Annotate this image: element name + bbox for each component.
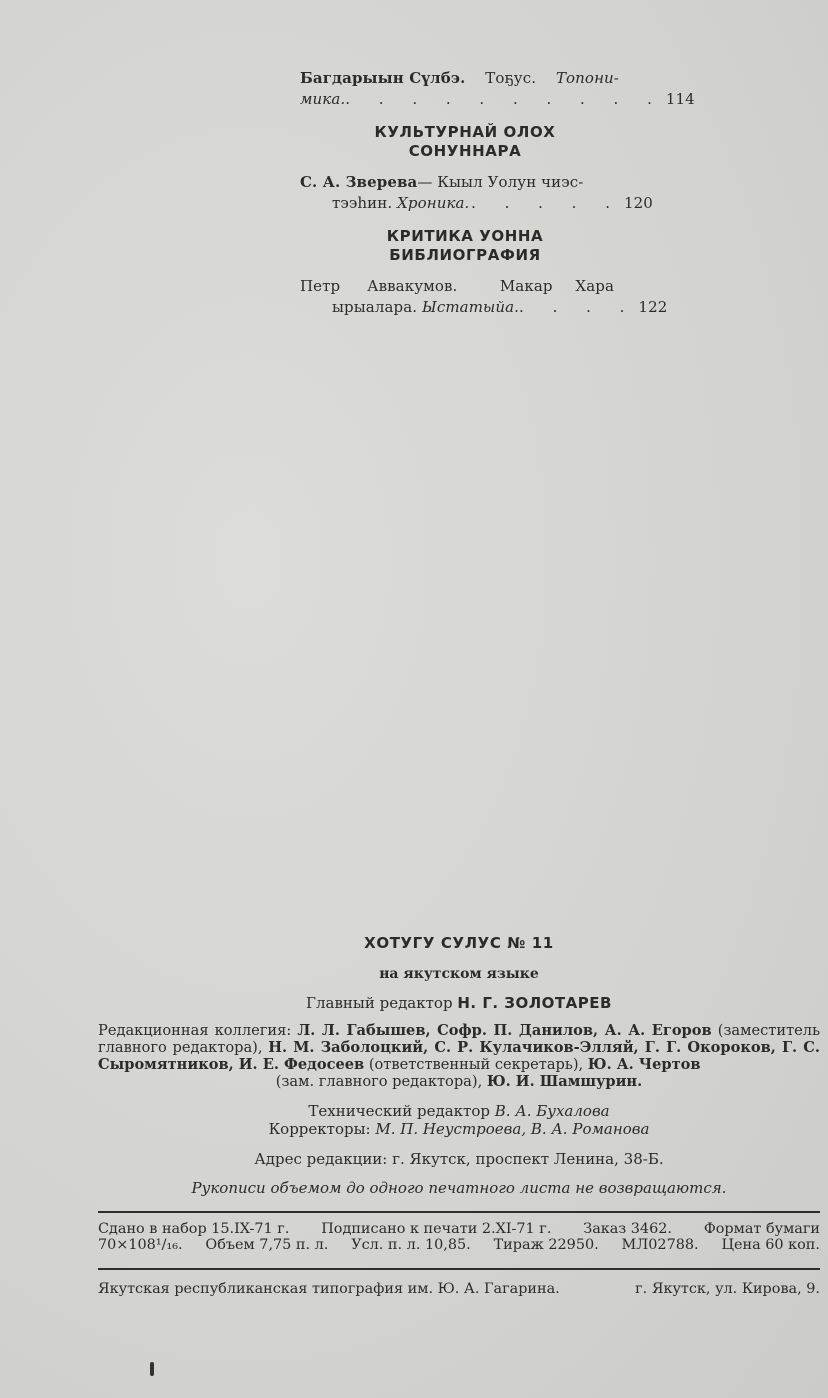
- toc-section-critique: [300, 227, 630, 265]
- toc-entry-chronicle: [300, 172, 653, 214]
- board-role: (ответственный секретарь),: [368, 1056, 584, 1073]
- editorial-board: [98, 1022, 820, 1090]
- imprint-price: Цена 60 коп.: [721, 1237, 820, 1253]
- toc-leader-dots: . . . . .: [471, 194, 622, 212]
- toc-entry-title-cont: тээһин.: [332, 194, 393, 212]
- board-role: (заместитель главного редактора),: [98, 1022, 821, 1056]
- toc-entry-title-cont: ырыалара.: [332, 298, 418, 316]
- editorial-address: Адрес редакции: г. Якутск, проспект Ленина, 38-Б.: [254, 1150, 664, 1168]
- manuscripts-note: Рукописи объемом до одного печатного листа не возвращаются.: [191, 1179, 727, 1197]
- toc-page-number: 122: [638, 298, 668, 316]
- toc-entry-author: Багдарыын Сүлбэ.: [300, 69, 466, 87]
- toc-entry-genre: Хроника.: [397, 194, 470, 212]
- section-heading-line: КУЛЬТУРНАЙ ОЛОХ: [374, 123, 556, 141]
- printer-address: г. Якутск, ул. Кирова, 9.: [635, 1281, 820, 1297]
- imprint-format: Формат бумаги: [703, 1221, 820, 1237]
- toc-entry-title: Макар Хара: [499, 277, 614, 295]
- journal-title: ХОТУГУ СУЛУС № 11: [364, 934, 554, 952]
- board-members: Л. Л. Габышев, Софр. П. Данилов, А. А. Егоров: [297, 1022, 712, 1039]
- technical-editor-label: Технический редактор: [308, 1102, 490, 1120]
- printer-name: Якутская республиканская типография им. Ю. А. Гагарина.: [98, 1281, 560, 1297]
- toc-leader-dots: . . . .: [519, 298, 637, 316]
- scan-speck: [150, 1362, 154, 1376]
- toc-entry-genre: Ыстатыйа.: [421, 298, 520, 316]
- toc-entry-toponymy: [300, 68, 695, 110]
- divider-rule: [98, 1211, 820, 1213]
- toc-leader-dots: . . . . . . . . . .: [345, 90, 664, 108]
- imprint-order: Заказ 3462.: [583, 1221, 672, 1237]
- board-members: Н. М. Заболоцкий, С. Р. Кулачиков-Элляй, Г. Г. Окороков, Г. С. Сыромятников, И. Е. Федосеев: [98, 1039, 820, 1073]
- imprint-print-run: Тираж 22950.: [493, 1237, 599, 1253]
- chief-editor-name: Н. Г. ЗОЛОТАРЕВ: [457, 994, 612, 1012]
- correctors: [90, 1121, 828, 1138]
- toc-entry-author: Петр Аввакумов.: [300, 277, 458, 295]
- toc-entry-author: С. А. Зверева: [300, 173, 418, 191]
- board-label: Редакционная коллегия:: [98, 1022, 292, 1039]
- imprint-conv: Усл. п. л. 10,85.: [351, 1237, 471, 1253]
- imprint-sent: Сдано в набор 15.IX-71 г.: [98, 1221, 290, 1237]
- imprint-size: 70×108¹/₁₆.: [98, 1237, 183, 1253]
- board-role: (зам. главного редактора),: [275, 1073, 483, 1090]
- print-imprint: [98, 1221, 820, 1253]
- printer-line: [98, 1281, 820, 1298]
- correctors-names: М. П. Неустроева, В. А. Романова: [375, 1120, 650, 1138]
- board-members: Ю. А. Чертов: [587, 1056, 701, 1073]
- toc-page-number: 120: [624, 194, 653, 212]
- toc-page-number: 114: [665, 90, 695, 108]
- toc-entry-genre-cont: мика.: [300, 90, 346, 108]
- section-heading-line: СОНУННАРА: [408, 142, 522, 160]
- technical-editor-name: В. А. Бухалова: [494, 1102, 610, 1120]
- toc-entry-title: Тоҕус.: [485, 69, 537, 87]
- language-note: на якутском языке: [379, 966, 539, 982]
- imprint-ml: МЛ02788.: [621, 1237, 699, 1253]
- section-heading-line: БИБЛИОГРАФИЯ: [389, 246, 541, 264]
- toc-entry-genre: Топони-: [555, 69, 619, 87]
- correctors-label: Корректоры:: [268, 1120, 371, 1138]
- board-members: Ю. И. Шамшурин.: [486, 1073, 643, 1090]
- divider-rule: [98, 1268, 820, 1270]
- toc-entry-title: — Кыыл Уолун чиэс-: [417, 173, 584, 191]
- chief-editor-label: Главный редактор: [306, 994, 453, 1012]
- chief-editor: [90, 995, 828, 1012]
- imprint-volume: Объем 7,75 п. л.: [205, 1237, 329, 1253]
- section-heading-line: КРИТИКА УОННА: [386, 227, 544, 245]
- technical-editor: [90, 1103, 828, 1120]
- imprint-signed: Подписано к печати 2.XI-71 г.: [321, 1221, 552, 1237]
- toc-entry-article: [300, 276, 668, 318]
- toc-section-culture: [300, 123, 630, 161]
